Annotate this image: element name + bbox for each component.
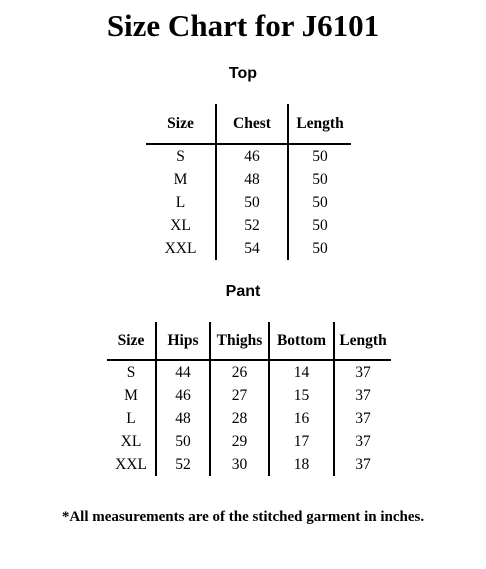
table-row <box>146 144 351 168</box>
table-cell: 26 <box>210 360 269 384</box>
table-cell: 48 <box>156 407 210 430</box>
table-cell: 46 <box>156 384 210 407</box>
table-cell: 50 <box>156 430 210 453</box>
table-row <box>107 384 391 407</box>
table-cell: L <box>126 409 136 427</box>
table-cell: XXL <box>115 455 147 473</box>
page-title: Size Chart for J6101 <box>106 8 380 43</box>
table-cell: 50 <box>288 168 351 191</box>
pant-size-table <box>107 322 391 476</box>
table-cell: 37 <box>334 407 391 430</box>
table-cell: 27 <box>210 384 269 407</box>
table-cell: 44 <box>156 360 210 384</box>
table-cell: 30 <box>210 453 269 476</box>
column-header: Length <box>288 104 351 144</box>
table-cell: 50 <box>288 144 351 168</box>
table-cell: 50 <box>288 214 351 237</box>
column-header: Length <box>334 322 391 360</box>
table-cell: 18 <box>269 453 334 476</box>
table-cell: 48 <box>216 168 288 191</box>
table-cell: 50 <box>288 237 351 260</box>
column-header: Size <box>146 104 216 144</box>
table-cell: 54 <box>216 237 288 260</box>
table-cell: L <box>175 193 186 211</box>
table-cell: M <box>173 170 188 188</box>
table-cell: XXL <box>164 239 197 257</box>
table-row <box>146 237 351 260</box>
table-cell: XL <box>120 432 142 450</box>
table-cell: 37 <box>334 360 391 384</box>
table-cell: 15 <box>269 384 334 407</box>
table-cell: 50 <box>216 191 288 214</box>
table-row <box>146 214 351 237</box>
measurement-footnote: *All measurements are of the stitched garment in inches. <box>61 509 425 525</box>
top-size-table <box>146 104 351 260</box>
table-cell: M <box>124 386 138 404</box>
table-cell: 14 <box>269 360 334 384</box>
table-cell: 29 <box>210 430 269 453</box>
table-cell: 17 <box>269 430 334 453</box>
column-header: Bottom <box>269 322 334 360</box>
table-cell: 52 <box>216 214 288 237</box>
table-cell: 28 <box>210 407 269 430</box>
table-row <box>146 168 351 191</box>
table-cell: 50 <box>288 191 351 214</box>
table-row <box>107 453 391 476</box>
table-cell: 52 <box>156 453 210 476</box>
table-cell: 37 <box>334 384 391 407</box>
column-header: Thighs <box>210 322 269 360</box>
table-cell: 37 <box>334 430 391 453</box>
table-header-row <box>146 104 351 144</box>
table-cell: 37 <box>334 453 391 476</box>
column-header: Hips <box>156 322 210 360</box>
table-row <box>107 360 391 384</box>
table-row <box>146 191 351 214</box>
table-cell: 46 <box>216 144 288 168</box>
table-cell: 16 <box>269 407 334 430</box>
top-section-heading: Top <box>228 65 258 82</box>
table-cell: S <box>126 363 136 381</box>
pant-section-heading: Pant <box>225 283 261 300</box>
table-row <box>107 430 391 453</box>
table-cell: S <box>176 147 185 165</box>
column-header: Size <box>107 322 156 360</box>
table-row <box>107 407 391 430</box>
column-header: Chest <box>216 104 288 144</box>
table-cell: XL <box>170 216 191 234</box>
table-header-row <box>107 322 391 360</box>
